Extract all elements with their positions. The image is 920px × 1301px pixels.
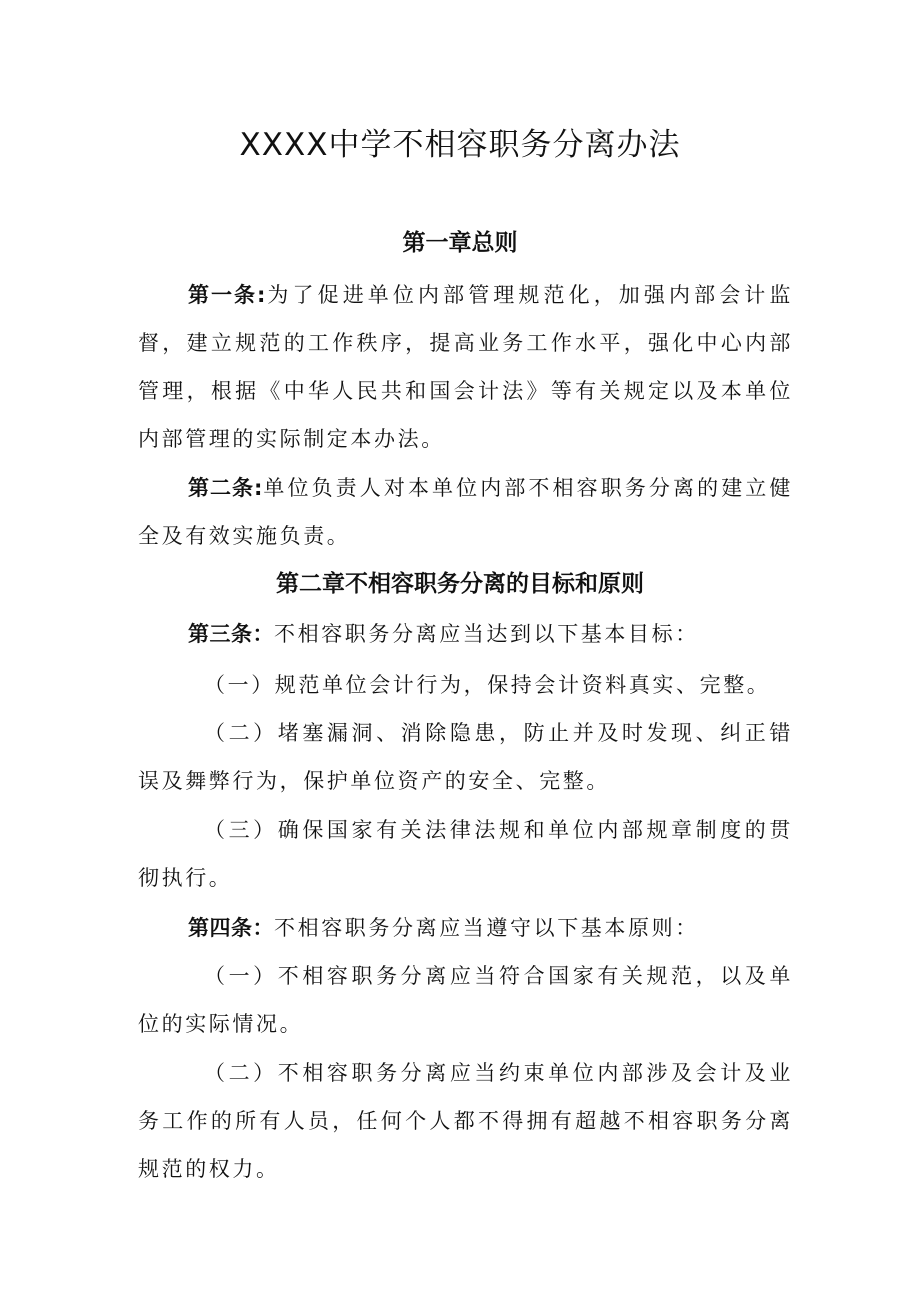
article-4 xyxy=(138,904,793,952)
article-3-item-2: （二）堵塞漏洞、消除隐患，防止并及时发现、纠正错误及舞弊行为，保护单位资产的安全、完整。 xyxy=(138,721,793,793)
article-3-item-1: （一）规范单位会计行为，保持会计资料真实、完整。 xyxy=(204,673,771,697)
article-4-item-2: （二）不相容职务分离应当约束单位内部涉及会计及业务工作的所有人员，任何个人都不得拥有超越不相容职务分离规范的权力。 xyxy=(138,1061,793,1181)
article-4-text: 不相容职务分离应当遵守以下基本原则： xyxy=(274,916,699,940)
document-title: XXXX中学不相容职务分离办法 xyxy=(239,127,681,163)
article-1-label: 第一条: xyxy=(188,283,266,307)
article-2-text: 单位负责人对本单位内部不相容职务分离的建立健全及有效实施负责。 xyxy=(138,476,793,548)
article-3-label: 第三条： xyxy=(188,622,274,646)
chapter-2-heading: 第二章不相容职务分离的目标和原则 xyxy=(276,571,644,597)
article-4-label: 第四条： xyxy=(188,916,274,940)
article-1-text: 为了促进单位内部管理规范化，加强内部会计监督，建立规范的工作秩序，提高业务工作水平，强化中心内部管理，根据《中华人民共和国会计法》等有关规定以及本单位内部管理的实际制定本办法。 xyxy=(138,283,793,451)
article-1 xyxy=(138,271,793,463)
article-3-item-3: （三）确保国家有关法律法规和单位内部规章制度的贯彻执行。 xyxy=(138,818,793,890)
article-2 xyxy=(138,464,793,560)
chapter-1-heading: 第一章总则 xyxy=(402,230,518,256)
article-3 xyxy=(138,610,793,658)
article-4-item-1: （一）不相容职务分离应当符合国家有关规范，以及单位的实际情况。 xyxy=(138,964,793,1036)
article-2-label: 第二条: xyxy=(188,476,263,500)
article-3-text: 不相容职务分离应当达到以下基本目标： xyxy=(274,622,699,646)
